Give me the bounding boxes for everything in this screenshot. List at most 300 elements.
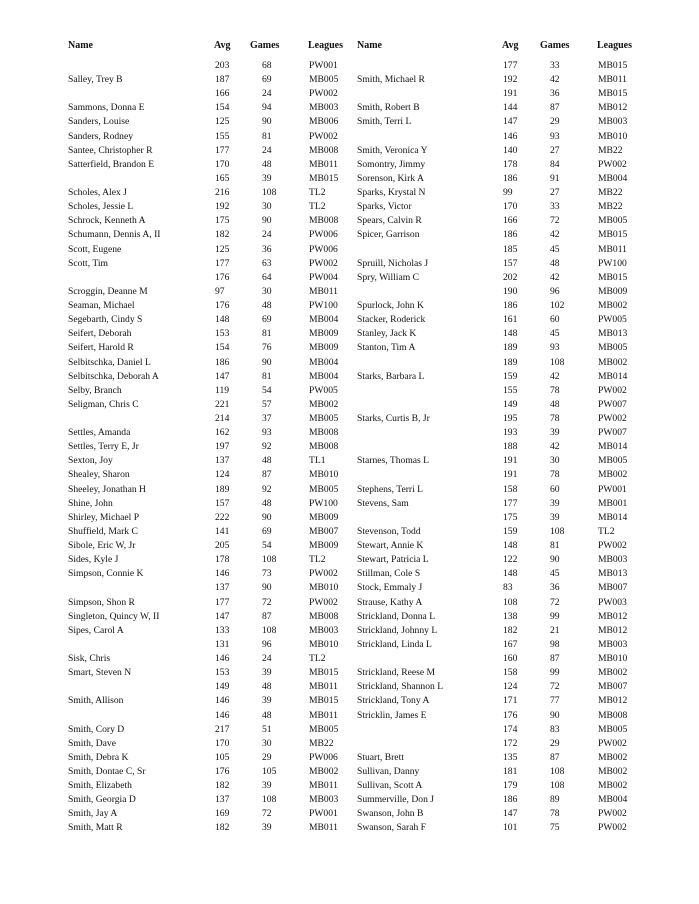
right-row-avg: 124 xyxy=(503,681,518,693)
right-row-games: 102 xyxy=(550,300,565,312)
right-row-avg: 148 xyxy=(503,328,518,340)
left-row-avg: 153 xyxy=(215,667,230,679)
left-row-league: MB010 xyxy=(309,638,339,650)
left-row-avg: 146 xyxy=(215,653,230,665)
right-row-name: Stacker, Roderick xyxy=(357,314,426,326)
right-row-avg: 144 xyxy=(503,102,518,114)
left-row-league: PW006 xyxy=(309,229,338,241)
right-row-name: Strickland, Shannon L xyxy=(357,681,444,693)
right-row-games: 87 xyxy=(550,653,560,665)
left-header-avg: Avg xyxy=(214,40,231,51)
right-row-league: PW100 xyxy=(598,257,627,269)
left-row-games: 90 xyxy=(262,511,272,523)
right-row-games: 27 xyxy=(550,187,560,199)
left-row-games: 24 xyxy=(262,653,272,665)
right-row-name: Sullivan, Scott A xyxy=(357,780,423,792)
left-row-games: 36 xyxy=(262,243,272,255)
left-row-games: 24 xyxy=(262,88,272,100)
left-row-league: MB002 xyxy=(309,398,339,410)
right-row-avg: 160 xyxy=(503,653,518,665)
right-row-league: MB005 xyxy=(598,455,628,467)
left-row-name: Shuffield, Mark C xyxy=(68,525,138,537)
left-row-name: Shine, John xyxy=(68,497,113,509)
right-row-name: Starnes, Thomas L xyxy=(357,455,430,467)
right-row-league: MB002 xyxy=(598,780,628,792)
left-row-avg: 176 xyxy=(215,300,230,312)
right-row-avg: 148 xyxy=(503,568,518,580)
left-row-name: Shirley, Michael P xyxy=(68,511,140,523)
right-row-name: Stillman, Cole S xyxy=(357,568,421,580)
right-row-league: MB007 xyxy=(598,681,628,693)
left-row-name: Seifert, Harold R xyxy=(68,342,134,354)
left-row-games: 54 xyxy=(262,540,272,552)
left-row-avg: 178 xyxy=(215,554,230,566)
right-row-league: MB004 xyxy=(598,172,628,184)
left-row-league: MB008 xyxy=(309,610,339,622)
right-row-games: 78 xyxy=(550,384,560,396)
right-row-avg: 178 xyxy=(503,158,518,170)
right-row-avg: 135 xyxy=(503,751,518,763)
left-row-games: 94 xyxy=(262,102,272,114)
left-row-games: 69 xyxy=(262,525,272,537)
right-row-name: Somontry, Jimmy xyxy=(357,158,426,170)
right-row-league: PW002 xyxy=(598,808,627,820)
right-row-name: Spry, William C xyxy=(357,271,419,283)
right-row-league: MB011 xyxy=(598,74,627,86)
left-row-games: 73 xyxy=(262,568,272,580)
right-row-avg: 176 xyxy=(503,709,518,721)
right-row-games: 39 xyxy=(550,427,560,439)
left-row-games: 87 xyxy=(262,469,272,481)
left-row-avg: 177 xyxy=(215,257,230,269)
left-row-games: 39 xyxy=(262,172,272,184)
left-row-games: 90 xyxy=(262,215,272,227)
right-row-avg: 189 xyxy=(503,356,518,368)
right-row-league: PW002 xyxy=(598,384,627,396)
left-row-name: Sipes, Carol A xyxy=(68,624,124,636)
left-row-avg: 119 xyxy=(215,384,230,396)
left-row-name: Shealey, Sharon xyxy=(68,469,130,481)
left-row-name: Seligman, Chris C xyxy=(68,398,139,410)
left-row-avg: 182 xyxy=(215,822,230,834)
right-row-avg: 188 xyxy=(503,441,518,453)
right-row-name: Stewart, Patricia L xyxy=(357,554,429,566)
left-row-games: 39 xyxy=(262,695,272,707)
left-row-avg: 147 xyxy=(215,610,230,622)
left-row-avg: 146 xyxy=(215,695,230,707)
left-row-avg: 214 xyxy=(215,413,230,424)
right-row-name: Starks, Curtis B, Jr xyxy=(357,413,430,424)
right-row-games: 39 xyxy=(550,497,560,509)
right-row-league: TL2 xyxy=(598,525,615,537)
left-row-games: 48 xyxy=(262,300,272,312)
right-row-games: 84 xyxy=(550,158,560,170)
left-row-name: Sisk, Chris xyxy=(68,653,111,665)
right-row-games: 90 xyxy=(550,554,560,566)
left-row-avg: 170 xyxy=(215,158,230,170)
right-header-leagues: Leagues xyxy=(597,40,632,51)
right-row-avg: 155 xyxy=(503,384,518,396)
right-row-name: Stuart, Brett xyxy=(357,751,404,763)
left-row-avg: 189 xyxy=(215,483,230,495)
right-row-league: PW002 xyxy=(598,158,627,170)
right-row-avg: 171 xyxy=(503,695,518,707)
right-header-games: Games xyxy=(540,40,570,51)
left-row-name: Schrock, Kenneth A xyxy=(68,215,146,227)
left-row-league: PW006 xyxy=(309,751,338,763)
right-row-games: 78 xyxy=(550,808,560,820)
left-row-league: MB015 xyxy=(309,667,339,679)
right-row-league: MB002 xyxy=(598,300,628,312)
right-row-league: MB008 xyxy=(598,709,628,721)
right-row-avg: 174 xyxy=(503,723,518,735)
right-row-games: 87 xyxy=(550,102,560,114)
right-row-avg: 186 xyxy=(503,300,518,312)
left-row-name: Sibole, Eric W, Jr xyxy=(68,540,136,552)
left-row-avg: 125 xyxy=(215,116,230,128)
left-row-games: 108 xyxy=(262,794,277,806)
right-row-league: PW007 xyxy=(598,427,627,439)
left-row-avg: 182 xyxy=(215,780,230,792)
right-row-league: MB015 xyxy=(598,60,628,71)
right-row-games: 45 xyxy=(550,328,560,340)
left-row-games: 64 xyxy=(262,271,272,283)
right-row-games: 42 xyxy=(550,74,560,86)
left-row-league: TL2 xyxy=(309,187,326,199)
right-row-name: Stevenson, Todd xyxy=(357,525,421,537)
left-row-games: 108 xyxy=(262,624,277,636)
right-row-games: 27 xyxy=(550,144,560,156)
left-row-league: MB003 xyxy=(309,102,339,114)
left-row-name: Smith, Allison xyxy=(68,695,124,707)
left-row-name: Singleton, Quincy W, II xyxy=(68,610,160,622)
right-row-avg: 181 xyxy=(503,766,518,777)
left-row-name: Sides, Kyle J xyxy=(68,554,119,566)
left-row-games: 81 xyxy=(262,130,272,142)
left-row-league: PW100 xyxy=(309,497,338,509)
right-row-league: MB013 xyxy=(598,568,628,580)
right-row-name: Spicer, Garrison xyxy=(357,229,420,241)
right-row-name: Smith, Terri L xyxy=(357,116,412,128)
left-row-avg: 192 xyxy=(215,201,230,213)
left-row-games: 63 xyxy=(262,257,272,269)
left-header-name: Name xyxy=(68,40,93,51)
left-row-league: MB009 xyxy=(309,328,339,340)
left-row-games: 24 xyxy=(262,144,272,156)
right-row-name: Strickland, Donna L xyxy=(357,610,436,622)
right-row-games: 36 xyxy=(550,582,560,594)
left-row-league: TL2 xyxy=(309,653,326,665)
right-row-avg: 186 xyxy=(503,794,518,806)
right-row-avg: 167 xyxy=(503,638,518,650)
right-row-games: 21 xyxy=(550,624,560,636)
left-row-avg: 177 xyxy=(215,144,230,156)
left-row-league: MB004 xyxy=(309,314,339,326)
left-row-avg: 148 xyxy=(215,314,230,326)
left-row-games: 30 xyxy=(262,201,272,213)
left-row-league: PW100 xyxy=(309,300,338,312)
left-row-avg: 217 xyxy=(215,723,230,735)
right-row-name: Spears, Calvin R xyxy=(357,215,422,227)
right-row-avg: 138 xyxy=(503,610,518,622)
left-row-avg: 133 xyxy=(215,624,230,636)
left-row-league: MB011 xyxy=(309,158,338,170)
left-row-avg: 222 xyxy=(215,511,230,523)
left-row-games: 105 xyxy=(262,766,277,777)
left-row-league: MB010 xyxy=(309,469,339,481)
left-row-avg: 175 xyxy=(215,215,230,227)
left-row-avg: 176 xyxy=(215,766,230,777)
left-row-name: Settles, Amanda xyxy=(68,427,131,439)
right-row-name: Smith, Robert B xyxy=(357,102,420,114)
left-row-name: Sheeley, Jonathan H xyxy=(68,483,146,495)
right-row-avg: 101 xyxy=(503,822,518,834)
left-row-avg: 137 xyxy=(215,582,230,594)
left-row-league: MB008 xyxy=(309,215,339,227)
right-row-avg: 177 xyxy=(503,60,518,71)
right-row-league: MB005 xyxy=(598,723,628,735)
left-row-name: Smith, Cory D xyxy=(68,723,125,735)
right-row-avg: 146 xyxy=(503,130,518,142)
right-row-avg: 159 xyxy=(503,370,518,382)
left-row-name: Sammons, Donna E xyxy=(68,102,145,114)
right-row-avg: 140 xyxy=(503,144,518,156)
right-row-avg: 157 xyxy=(503,257,518,269)
right-row-avg: 186 xyxy=(503,172,518,184)
left-row-games: 72 xyxy=(262,596,272,608)
right-row-avg: 191 xyxy=(503,88,518,100)
left-row-games: 24 xyxy=(262,229,272,241)
left-row-avg: 154 xyxy=(215,342,230,354)
right-row-league: MB22 xyxy=(598,144,623,156)
left-row-games: 57 xyxy=(262,398,272,410)
left-row-name: Sexton, Joy xyxy=(68,455,113,467)
left-row-name: Smith, Dontae C, Sr xyxy=(68,766,146,777)
right-row-games: 42 xyxy=(550,441,560,453)
left-row-games: 87 xyxy=(262,610,272,622)
right-row-games: 48 xyxy=(550,398,560,410)
right-row-name: Stanley, Jack K xyxy=(357,328,417,340)
right-row-name: Smith, Veronica Y xyxy=(357,144,428,156)
left-row-name: Smith, Jay A xyxy=(68,808,118,820)
right-row-avg: 179 xyxy=(503,780,518,792)
left-row-avg: 162 xyxy=(215,427,230,439)
right-row-league: MB004 xyxy=(598,794,628,806)
right-row-league: PW007 xyxy=(598,398,627,410)
right-row-games: 108 xyxy=(550,780,565,792)
right-row-league: MB22 xyxy=(598,201,623,213)
right-row-name: Stephens, Terri L xyxy=(357,483,424,495)
right-row-games: 93 xyxy=(550,342,560,354)
right-row-league: MB012 xyxy=(598,102,628,114)
right-row-avg: 190 xyxy=(503,285,518,297)
right-row-games: 33 xyxy=(550,60,560,71)
left-row-league: MB005 xyxy=(309,483,339,495)
left-row-name: Segebarth, Cindy S xyxy=(68,314,143,326)
right-row-games: 29 xyxy=(550,737,560,749)
right-row-avg: 99 xyxy=(503,187,513,199)
right-row-games: 45 xyxy=(550,568,560,580)
left-row-name: Simpson, Connie K xyxy=(68,568,144,580)
right-row-league: PW002 xyxy=(598,413,627,424)
left-row-avg: 97 xyxy=(215,285,225,297)
left-row-games: 90 xyxy=(262,356,272,368)
right-row-league: MB012 xyxy=(598,695,628,707)
right-row-avg: 166 xyxy=(503,215,518,227)
left-row-games: 29 xyxy=(262,751,272,763)
left-row-name: Scholes, Jessie L xyxy=(68,201,134,213)
left-row-games: 54 xyxy=(262,384,272,396)
right-row-games: 42 xyxy=(550,370,560,382)
right-row-league: MB002 xyxy=(598,751,628,763)
right-row-name: Summerville, Don J xyxy=(357,794,435,806)
right-row-avg: 122 xyxy=(503,554,518,566)
left-row-avg: 186 xyxy=(215,356,230,368)
left-row-games: 51 xyxy=(262,723,272,735)
left-row-avg: 146 xyxy=(215,709,230,721)
left-row-league: PW002 xyxy=(309,88,338,100)
right-row-league: MB014 xyxy=(598,370,628,382)
left-row-games: 39 xyxy=(262,667,272,679)
left-row-league: MB006 xyxy=(309,116,339,128)
right-row-games: 99 xyxy=(550,667,560,679)
right-row-games: 108 xyxy=(550,766,565,777)
right-row-avg: 195 xyxy=(503,413,518,424)
right-row-league: MB22 xyxy=(598,187,623,199)
right-row-avg: 147 xyxy=(503,808,518,820)
left-row-name: Salley, Trey B xyxy=(68,74,123,86)
left-header-games: Games xyxy=(250,40,280,51)
left-row-name: Smith, Debra K xyxy=(68,751,129,763)
left-row-league: PW004 xyxy=(309,271,338,283)
left-row-name: Seifert, Deborah xyxy=(68,328,132,340)
left-row-league: MB009 xyxy=(309,540,339,552)
left-row-games: 48 xyxy=(262,158,272,170)
left-row-avg: 149 xyxy=(215,681,230,693)
right-row-league: MB007 xyxy=(598,582,628,594)
right-row-avg: 186 xyxy=(503,229,518,241)
left-row-name: Simpson, Shon R xyxy=(68,596,135,608)
left-row-name: Satterfield, Brandon E xyxy=(68,158,155,170)
right-row-games: 29 xyxy=(550,116,560,128)
left-row-games: 69 xyxy=(262,314,272,326)
right-row-name: Strickland, Tony A xyxy=(357,695,430,707)
left-row-name: Selbitschka, Daniel L xyxy=(68,356,151,368)
left-row-avg: 170 xyxy=(215,737,230,749)
right-row-name: Swanson, Sarah F xyxy=(357,822,427,834)
right-row-name: Stanton, Tim A xyxy=(357,342,416,354)
right-row-league: MB005 xyxy=(598,342,628,354)
left-row-league: PW002 xyxy=(309,130,338,142)
right-row-avg: 159 xyxy=(503,525,518,537)
left-row-league: MB011 xyxy=(309,822,338,834)
left-row-games: 92 xyxy=(262,441,272,453)
right-row-name: Stevens, Sam xyxy=(357,497,409,509)
left-row-league: MB005 xyxy=(309,723,339,735)
right-row-name: Stricklin, James E xyxy=(357,709,427,721)
left-row-games: 30 xyxy=(262,737,272,749)
left-row-league: MB003 xyxy=(309,624,339,636)
left-row-games: 48 xyxy=(262,681,272,693)
right-row-league: MB001 xyxy=(598,497,628,509)
right-row-name: Starks, Barbara L xyxy=(357,370,425,382)
right-row-games: 72 xyxy=(550,596,560,608)
left-row-name: Smart, Steven N xyxy=(68,667,132,679)
left-row-avg: 137 xyxy=(215,794,230,806)
right-row-games: 83 xyxy=(550,723,560,735)
left-row-avg: 146 xyxy=(215,568,230,580)
left-row-name: Schumann, Dennis A, II xyxy=(68,229,161,241)
right-row-games: 81 xyxy=(550,540,560,552)
right-row-games: 91 xyxy=(550,172,560,184)
right-row-league: MB015 xyxy=(598,229,628,241)
right-row-games: 72 xyxy=(550,681,560,693)
left-row-avg: 137 xyxy=(215,455,230,467)
right-row-name: Swanson, John B xyxy=(357,808,424,820)
left-row-league: MB002 xyxy=(309,766,339,777)
right-row-avg: 149 xyxy=(503,398,518,410)
right-row-games: 60 xyxy=(550,314,560,326)
left-row-league: PW005 xyxy=(309,384,338,396)
left-row-league: MB005 xyxy=(309,413,339,424)
left-row-name: Sanders, Rodney xyxy=(68,130,134,142)
right-row-league: PW005 xyxy=(598,314,627,326)
left-row-league: MB011 xyxy=(309,285,338,297)
right-row-avg: 172 xyxy=(503,737,518,749)
left-row-league: PW001 xyxy=(309,808,338,820)
right-row-name: Sparks, Victor xyxy=(357,201,412,213)
right-row-name: Smith, Michael R xyxy=(357,74,425,86)
left-row-name: Scholes, Alex J xyxy=(68,187,127,199)
left-row-league: MB008 xyxy=(309,144,339,156)
left-row-games: 108 xyxy=(262,187,277,199)
right-row-name: Strickland, Johnny L xyxy=(357,624,438,636)
right-row-avg: 202 xyxy=(503,271,518,283)
right-row-league: MB014 xyxy=(598,441,628,453)
left-row-games: 48 xyxy=(262,455,272,467)
right-header-name: Name xyxy=(357,40,382,51)
left-row-name: Scott, Eugene xyxy=(68,243,122,255)
left-row-games: 72 xyxy=(262,808,272,820)
right-row-name: Stewart, Annie K xyxy=(357,540,424,552)
left-row-league: MB015 xyxy=(309,172,339,184)
left-row-avg: 176 xyxy=(215,271,230,283)
left-row-games: 69 xyxy=(262,74,272,86)
right-row-avg: 185 xyxy=(503,243,518,255)
right-row-avg: 158 xyxy=(503,667,518,679)
left-row-games: 92 xyxy=(262,483,272,495)
left-row-avg: 169 xyxy=(215,808,230,820)
left-row-avg: 124 xyxy=(215,469,230,481)
right-roster-table xyxy=(0,60,699,860)
right-row-name: Stock, Emmaly J xyxy=(357,582,423,594)
left-row-games: 68 xyxy=(262,60,272,71)
left-row-games: 48 xyxy=(262,709,272,721)
right-row-games: 72 xyxy=(550,215,560,227)
right-row-league: MB012 xyxy=(598,624,628,636)
left-row-league: PW006 xyxy=(309,243,338,255)
right-row-games: 60 xyxy=(550,483,560,495)
left-row-avg: 221 xyxy=(215,398,230,410)
left-row-league: MB011 xyxy=(309,709,338,721)
left-row-games: 39 xyxy=(262,822,272,834)
right-row-games: 36 xyxy=(550,88,560,100)
left-row-games: 81 xyxy=(262,328,272,340)
right-row-avg: 191 xyxy=(503,455,518,467)
left-row-league: MB003 xyxy=(309,794,339,806)
right-row-avg: 192 xyxy=(503,74,518,86)
right-row-games: 48 xyxy=(550,257,560,269)
